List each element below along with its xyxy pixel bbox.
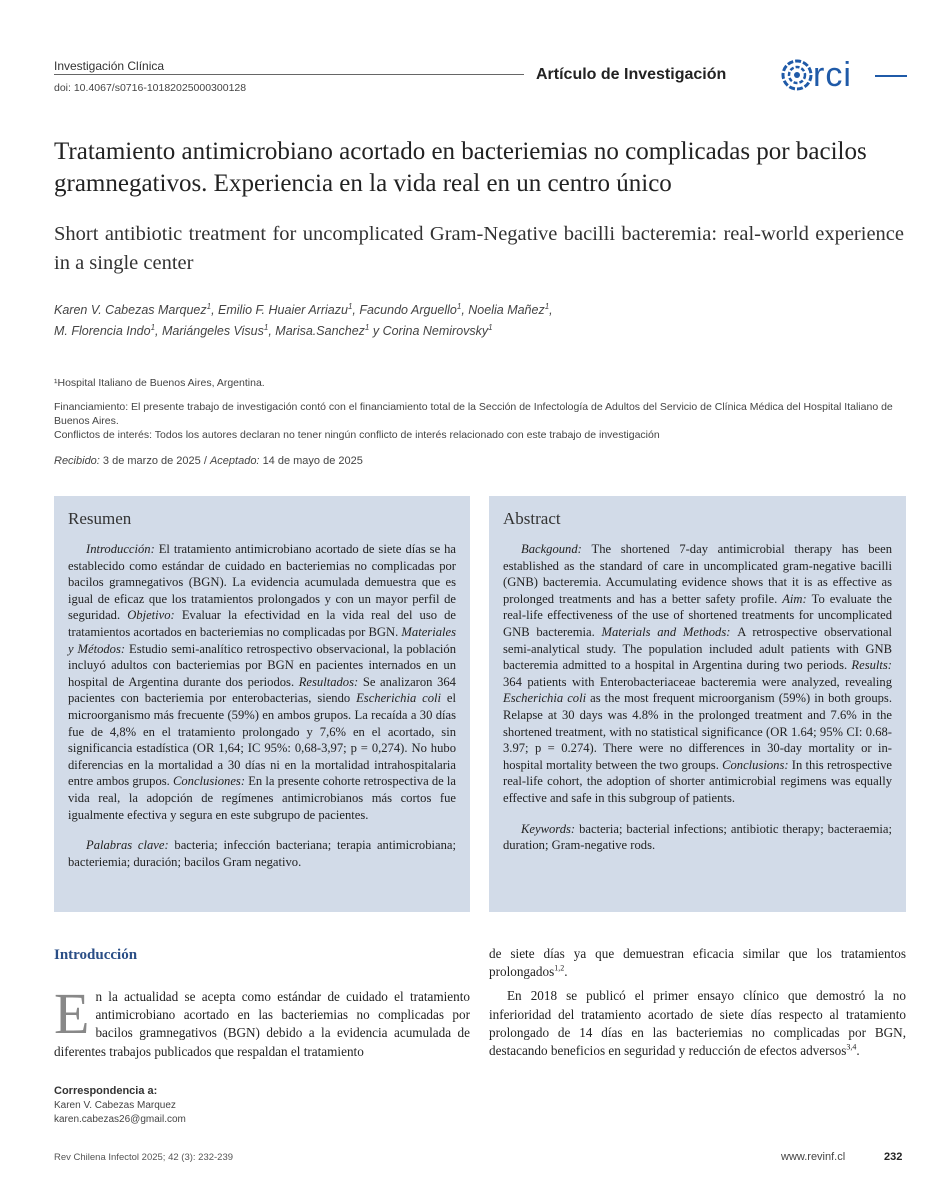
resumen-heading: Resumen <box>68 509 132 528</box>
section-label: Palabras clave: <box>86 838 175 853</box>
affiliation-mark: 1 <box>364 322 370 332</box>
abstract-box <box>489 496 906 912</box>
author-separator: , <box>352 303 360 317</box>
intro-left-text: n la actualidad se acepta como estándar de cuidado el tratamiento antimicrobiano acortado en las bacteriemias no complicadas por bacilos gramnegativos (BGN) debido a la evidencia acumulada de diferentes trabajos publicados que respaldan el tratamiento <box>54 989 470 1059</box>
author-separator: , <box>211 303 219 317</box>
section-label: Objetivo: <box>127 608 182 623</box>
summary-text: El tratamiento antimicrobiano acortado de siete días se ha establecido como estándar de cuidado en bacteriemias no complicadas por bacilos gramnegativos (BGN). La evidencia acumulada demuestra que es igual de eficaz que los tratamientos prolongados y con un mayor perfil de seguridad. <box>68 542 456 623</box>
affiliation: ¹Hospital Italiano de Buenos Aires, Argentina. <box>54 377 265 389</box>
author-separator: y <box>369 324 383 338</box>
section-label: Aim: <box>782 591 812 606</box>
section-label: Results: <box>851 658 892 673</box>
author-separator: , <box>549 303 553 317</box>
author-name: M. Florencia Indo <box>54 324 151 338</box>
intro-right-column <box>489 945 906 1066</box>
logo-rule <box>875 75 907 77</box>
intro-heading: Introducción <box>54 947 138 963</box>
author-name: Noelia Mañez <box>468 303 545 317</box>
article-type: Artículo de Investigación <box>536 66 727 83</box>
received-label: Recibido: <box>54 455 100 467</box>
funding-note: Financiamiento: El presente trabajo de investigación contó con el financiamiento total de la Sección de Infectología de Adultos del Servicio de Clínica Médica del Hospital Italiano de Buenos Aires. <box>54 401 893 427</box>
keywords-paragraph <box>503 821 892 854</box>
resumen-body <box>68 541 456 870</box>
affiliation-mark: 1 <box>347 301 353 311</box>
citation-ref[interactable]: 1,2 <box>554 963 565 973</box>
keywords-paragraph <box>68 837 456 870</box>
affiliation-mark: 1 <box>456 301 462 311</box>
resumen-box <box>54 496 470 912</box>
summary-text: En la presente cohorte retrospectiva de la vida real, la adopción de regímenes antimicrobianos más cortos fue igualmente efectiva y segura en este subgrupo de pacientes. <box>68 774 456 822</box>
summary-text: A retrospective observational semi-analytical study. The population included adult patients with GNB bacteremia admitted to a hospital in Argentina during two periods. <box>503 624 892 673</box>
affiliation-mark: 1 <box>263 322 269 332</box>
accepted-label: Aceptado: <box>209 455 260 467</box>
orci-logo-icon <box>781 59 813 91</box>
correspondence-name: Karen V. Cabezas Marquez <box>54 1100 176 1111</box>
section-label: Resultados: <box>298 674 363 689</box>
drop-cap: E <box>54 981 90 1046</box>
title-english: Short antibiotic treatment for uncomplicated Gram-Negative bacilli bacteremia: real-world experience in a single center <box>54 223 904 274</box>
footer-citation: Rev Chilena Infectol 2025; 42 (3): 232-239 <box>54 1152 234 1163</box>
abstract-heading: Abstract <box>503 509 561 528</box>
correspondence-email[interactable]: karen.cabezas26@gmail.com <box>54 1114 186 1125</box>
journal-name: Investigación Clínica <box>54 59 165 73</box>
intro-paragraph: de siete días ya que demuestran eficacia similar que los tratamientos prolongados$^{1,2}$. <box>489 946 906 980</box>
summary-text: el microorganismo más frecuente (59%) en ambos grupos. La recaída a 30 días fue de 4,8% en el tratamiento prolongado y 7,6% en el acortado, sin significancia estadística (OR 1,64; IC 95%: 0,68-3,97; p = 0,274). No hubo diferencias en la mortalidad a 30 días ni en la mortalidad intrahospitalaria entre ambos grupos. <box>68 691 456 789</box>
section-label: Escherichia coli <box>503 691 591 706</box>
intro-left-column <box>54 981 470 1061</box>
header-rule <box>54 74 524 75</box>
dates-line <box>54 455 363 467</box>
author-name: Corina Nemirovsky <box>382 324 489 338</box>
author-name: Karen V. Cabezas Marquez <box>54 303 207 317</box>
author-name: Emilio F. Huaier Arriazu <box>218 303 348 317</box>
affiliation-mark: 1 <box>206 301 212 311</box>
section-label: Materials and Methods: <box>601 624 738 639</box>
received-date: 3 de marzo de 2025 <box>102 455 201 467</box>
section-label: Conclusions: <box>722 757 792 772</box>
summary-text: In this retrospective real-life cohort, the adoption of shorter antimicrobial regimens was equally effective and safe in this subgroup of patients. <box>503 757 892 805</box>
page-number: 232 <box>884 1151 903 1163</box>
summary-paragraph <box>503 541 892 807</box>
summary-text: Estudio semi-analítico retrospectivo observacional, la población incluyó adultos con bacteriemias por BGN en pacientes internados en un hospital de Argentina durante dos periodos. <box>68 641 457 689</box>
section-label: Conclusiones: <box>172 774 249 789</box>
correspondence-label: Correspondencia a: <box>54 1085 158 1097</box>
conflicts-note: Conflictos de interés: Todos los autores declaran no tener ningún conflicto de interés relacionado con este trabajo de investigación <box>54 429 660 441</box>
section-label: Materiales y Métodos: <box>68 624 456 656</box>
summary-paragraph <box>68 541 456 823</box>
affiliation-mark: 1 <box>488 322 493 332</box>
author-list <box>54 300 874 342</box>
abstract-body <box>503 541 892 854</box>
intro-paragraph: En 2018 se publicó el primer ensayo clínico que demostró la no inferioridad del tratamiento acortado de siete días respecto al tratamiento prolongado de 14 días en las bacteriemias no complicadas por BGN, destacando beneficios en seguridad y reducción de efectos adversos$^{3,4}$. <box>489 988 906 1059</box>
summary-text: 364 patients with Enterobacteriaceae bacteremia were analyzed, revealing <box>503 674 892 689</box>
journal-logo <box>781 56 911 96</box>
author-name: Marisa.Sanchez <box>275 324 365 338</box>
title-spanish: Tratamiento antimicrobiano acortado en bacteriemias no complicadas por bacilos gramnegativos. Experiencia en la vida real en un centro único <box>54 138 867 197</box>
footer-url[interactable]: www.revinf.cl <box>781 1151 846 1163</box>
affiliation-mark: 1 <box>150 322 156 332</box>
accepted-date: 14 de mayo de 2025 <box>262 455 363 467</box>
section-label: Escherichia coli <box>356 691 447 706</box>
section-label: Keywords: <box>521 821 580 836</box>
author-separator: , <box>461 303 469 317</box>
affiliation-mark: 1 <box>544 301 550 311</box>
author-separator: , <box>155 324 162 338</box>
summary-text: Se analizaron 364 pacientes con bacteriemia por enterobacterias, siendo <box>68 674 456 706</box>
section-label: Backgound: <box>521 542 592 556</box>
author-separator: , <box>268 324 276 338</box>
doi-link[interactable]: doi: 10.4067/s0716-10182025000300128 <box>54 82 247 94</box>
author-name: Facundo Arguello <box>359 303 457 317</box>
dates-separator: / <box>200 455 210 467</box>
logo-text: rci <box>813 56 852 94</box>
summary-text: Evaluar la efectividad en la vida real del uso de tratamientos acortados en bacteriemias no complicadas por BGN. <box>68 608 456 639</box>
author-name: Mariángeles Visus <box>161 324 264 338</box>
summary-text: bacteria; bacterial infections; antibiotic therapy; bacteraemia; duration; Gram-negative rods. <box>503 821 893 853</box>
summary-text: To evaluate the real-life effectiveness of the use of shortened treatments for uncomplicated GNB bacteremia. <box>503 591 892 639</box>
section-label: Introducción: <box>86 542 159 556</box>
summary-text: as the most frequent microorganism (59%) in both groups. Relapse at 30 days was 4.8% in the prolonged treatment and 7.6% in the shortened treatment, with no statistical significance (OR 1.64; 95% CI: 0.68-3.97; p = 0.274). There were no differences in 30-day mortality or in-hospital mortality between the two groups. <box>503 691 892 772</box>
summary-text: The shortened 7-day antimicrobial therapy has been established as the standard of care in uncomplicated gram-negative bacilli (GNB) bacteremia. Accumulating evidence shows that it is as effective as prolonged treatments and has a better safety profile. <box>503 542 893 606</box>
citation-ref[interactable]: 3,4 <box>846 1042 857 1052</box>
summary-text: bacteria; infección bacteriana; terapia antimicrobiana; bacteriemia; duración; bacilos Gram negativo. <box>68 838 456 869</box>
